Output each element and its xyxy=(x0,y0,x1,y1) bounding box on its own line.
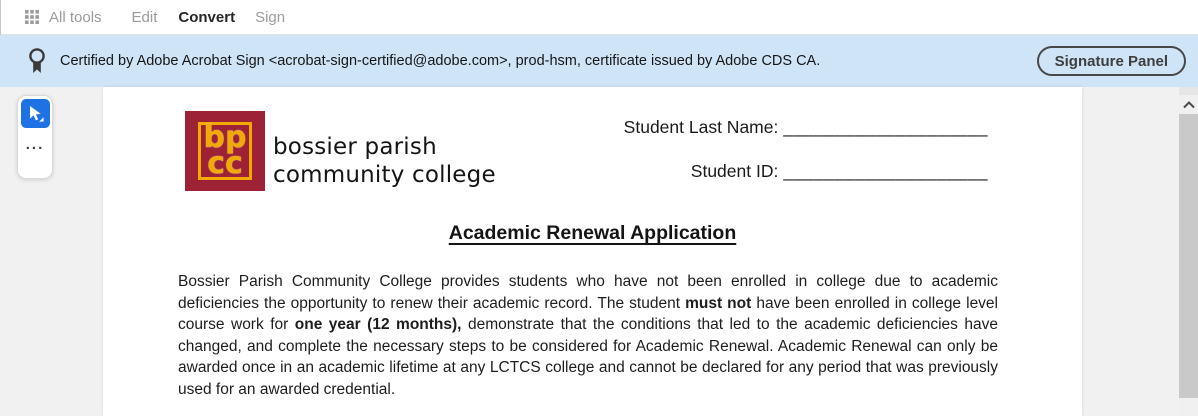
certification-banner xyxy=(0,35,1198,87)
tab-all-tools[interactable]: All tools xyxy=(49,8,102,26)
student-id-label: Student ID: xyxy=(690,161,779,181)
student-last-name-row xyxy=(624,117,988,138)
tab-edit[interactable]: Edit xyxy=(131,8,158,26)
paragraph-part1: Bossier Parish Community College provides students who have not been enrolled in college due to academic deficiencies the opportunity to renew their academic record. The student xyxy=(178,273,998,312)
tab-convert[interactable]: Convert xyxy=(178,8,236,26)
intro-paragraph xyxy=(178,271,998,401)
scrollbar-thumb[interactable] xyxy=(1179,114,1198,398)
document-title-text: Academic Renewal Application xyxy=(448,222,737,244)
vertical-scrollbar xyxy=(1179,87,1198,416)
logo-acronym xyxy=(203,120,247,181)
paragraph-part3: demonstrate that the conditions that led to the academic deficiencies have changed, and complete the necessary steps to be considered for Academic Renewal. Academic Renewal can only be awarded once in an academic lifetime at any LCTCS college and cannot be declared for any period that was previously used for an awarded credential. xyxy=(178,316,998,398)
bpcc-logo xyxy=(185,111,496,191)
bpcc-logo-mark xyxy=(185,111,265,191)
student-id-blank: ____________________ xyxy=(783,161,988,181)
logo-wordmark-line1: bossier parish xyxy=(273,134,437,160)
pdf-page xyxy=(103,87,1082,416)
logo-wordmark-line2: community college xyxy=(273,162,496,188)
select-tool-button[interactable] xyxy=(21,99,50,128)
logo-acronym-line2: cc xyxy=(207,146,243,181)
paragraph-part2: have been enrolled in college level course work for xyxy=(178,294,999,334)
logo-acronym-line1: bp xyxy=(203,120,247,155)
logo-wordmark xyxy=(273,111,496,191)
quick-tools-panel xyxy=(17,95,53,179)
ribbon-award-icon xyxy=(26,47,48,80)
paragraph-bold-must-not: must not xyxy=(685,294,752,312)
signature-panel-button[interactable]: Signature Panel xyxy=(1037,46,1186,76)
more-tools-button[interactable]: ... xyxy=(25,136,45,153)
student-last-name-blank: ____________________ xyxy=(783,117,988,137)
all-tools-grid-icon[interactable] xyxy=(25,10,39,24)
top-toolbar xyxy=(0,0,1198,35)
paragraph-bold-one-year: one year (12 months), xyxy=(294,316,462,334)
document-viewport xyxy=(0,87,1198,416)
scrollbar-corner xyxy=(1179,87,1198,95)
document-title xyxy=(103,222,1082,245)
panel-edge-divider xyxy=(0,0,1,35)
student-id-row xyxy=(624,161,988,182)
tab-sign[interactable]: Sign xyxy=(255,8,286,26)
certification-message: Certified by Adobe Acrobat Sign <acrobat-sign-certified@adobe.com>, prod-hsm, certificate issued by Adobe CDS CA. xyxy=(60,53,821,69)
student-fields xyxy=(624,117,988,205)
student-last-name-label: Student Last Name: xyxy=(623,117,779,137)
scroll-up-button[interactable] xyxy=(1179,97,1198,113)
